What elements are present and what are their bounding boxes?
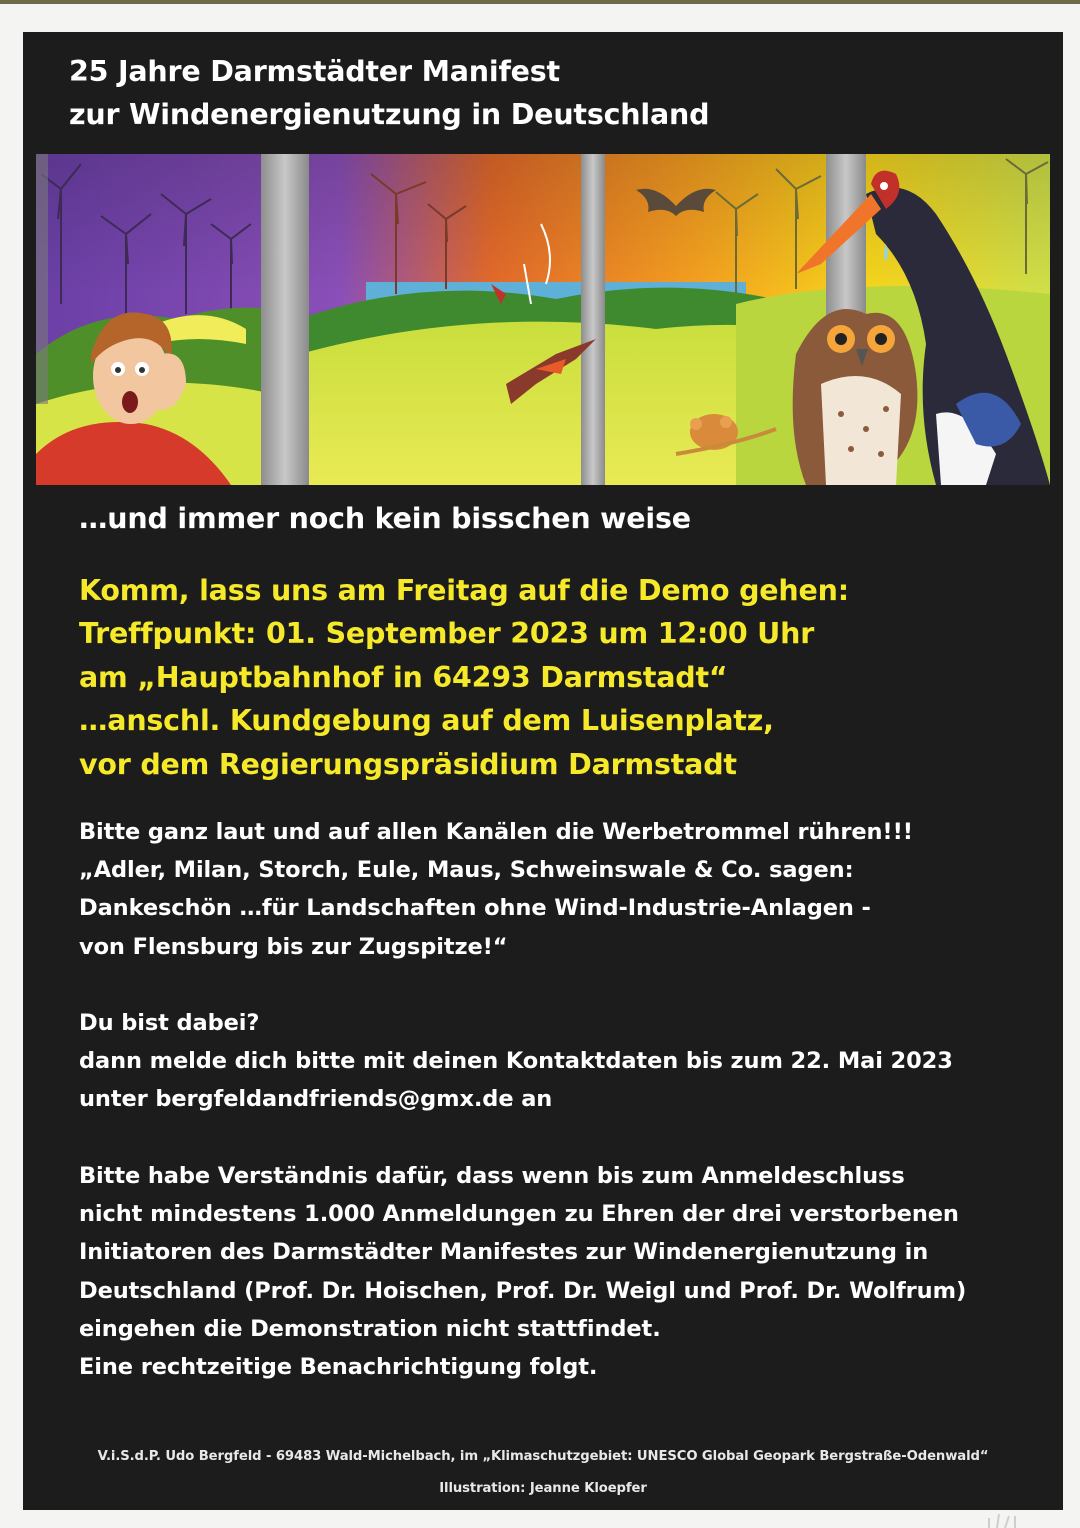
poster-title	[69, 50, 709, 136]
notice-line-3: Initiatoren des Darmstädter Manifestes zur Windenergienutzung in	[79, 1239, 929, 1266]
tree-trunk	[581, 154, 605, 485]
tree-trunk	[261, 154, 309, 485]
appeal-paragraph	[79, 813, 913, 966]
top-edge-strip	[0, 0, 1080, 4]
appeal-line-2: „Adler, Milan, Storch, Eule, Maus, Schweinswale & Co. sagen:	[79, 857, 854, 884]
demo-rally: …anschl. Kundgebung auf dem Luisenplatz,	[79, 704, 774, 738]
imprint-footer: V.i.S.d.P. Udo Bergfeld - 69483 Wald-Michelbach, im „Klimaschutzgebiet: UNESCO Global Geopark Bergstraße-Odenwald“	[97, 1449, 989, 1464]
notice-line-2: nicht mindestens 1.000 Anmeldungen zu Ehren der drei verstorbenen	[79, 1201, 959, 1228]
notice-line-5: eingehen die Demonstration nicht stattfindet.	[79, 1315, 661, 1342]
corner-mark-icon	[985, 1510, 1025, 1528]
notice-line-1: Bitte habe Verständnis dafür, dass wenn bis zum Anmeldeschluss	[79, 1163, 905, 1189]
demo-line-1: Komm, lass uns am Freitag auf die Demo gehen:	[79, 574, 849, 607]
notice-paragraph	[79, 1157, 966, 1386]
illustration-credit: Illustration: Jeanne Kloepfer	[439, 1481, 647, 1496]
signup-line-2: dann melde dich bitte mit deinen Kontaktdaten bis zum 22. Mai 2023	[79, 1048, 953, 1075]
notice-line-4: Deutschland (Prof. Dr. Hoischen, Prof. Dr. Weigl und Prof. Dr. Wolfrum)	[79, 1277, 967, 1304]
demo-meeting-point: Treffpunkt: 01. September 2023 um 12:00 Uhr	[79, 617, 815, 651]
appeal-line-1: Bitte ganz laut und auf allen Kanälen die Werbetrommel rühren!!!	[79, 819, 913, 845]
demo-poster	[23, 32, 1063, 1510]
demo-location: am „Hauptbahnhof in 64293 Darmstadt“	[79, 660, 728, 694]
wildlife-windfarm-illustration	[36, 154, 1050, 485]
signup-email-line: unter bergfeldandfriends@gmx.de an	[79, 1086, 553, 1113]
demo-announcement	[79, 569, 849, 786]
signup-paragraph	[79, 1004, 953, 1119]
demo-rally-venue: vor dem Regierungspräsidium Darmstadt	[79, 747, 737, 781]
notice-line-6: Eine rechtzeitige Benachrichtigung folgt.	[79, 1354, 598, 1381]
poster-title-line-1: 25 Jahre Darmstädter Manifest	[69, 55, 560, 88]
signup-line-1: Du bist dabei?	[79, 1010, 260, 1036]
tagline: …und immer noch kein bisschen weise	[79, 502, 691, 535]
poster-title-line-2: zur Windenergienutzung in Deutschland	[69, 98, 710, 131]
appeal-line-4: von Flensburg bis zur Zugspitze!“	[79, 933, 508, 960]
appeal-line-3: Dankeschön …für Landschaften ohne Wind-Industrie-Anlagen -	[79, 895, 871, 922]
